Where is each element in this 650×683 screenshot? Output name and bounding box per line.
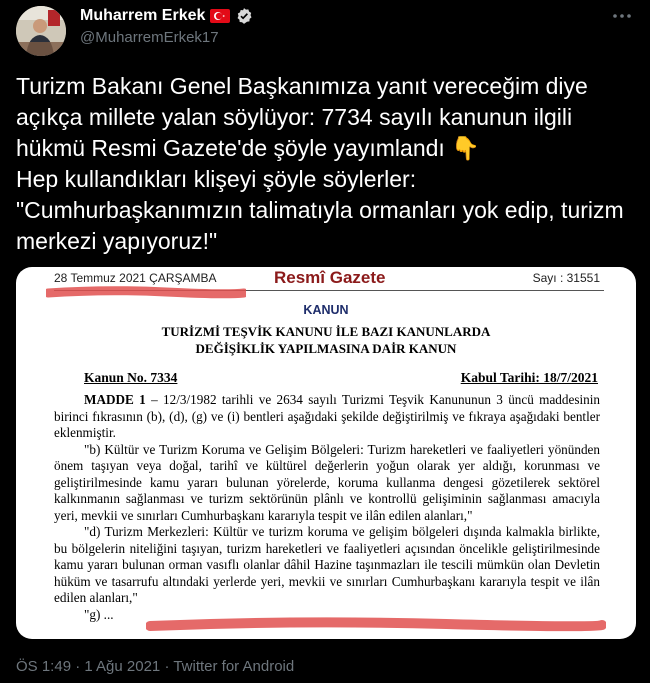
law-paragraph-text: – 12/3/1982 tarihli ve 2634 sayılı Turizmi Teşvik Kanununun 3 üncü maddesinin birinci fıkrasının (b), (d), (g) ve (i) bentleri aşağıdaki şekilde değiştirilmiş ve fıkraya aşağıdaki bentler eklenmiştir. bbox=[54, 392, 600, 440]
more-options-icon[interactable] bbox=[608, 2, 636, 30]
gazette-issue: Sayı : 31551 bbox=[532, 271, 600, 285]
author-name[interactable]: Muharrem Erkek bbox=[80, 7, 206, 24]
tweet-text-line: "Cumhurbaşkanımızın talimatıyla ormanları yok edip, turizm merkezi yapıyoruz!" bbox=[16, 197, 624, 254]
red-highlight-stroke bbox=[146, 614, 606, 634]
madde-label: MADDE 1 bbox=[84, 392, 146, 407]
red-highlight-stroke bbox=[46, 284, 246, 300]
law-paragraph: "b) Kültür ve Turizm Koruma ve Gelişim Bölgeleri: Turizm hareketleri ve faaliyetleri yönünden önem taşıyan veya doğal, tarihî ve kültürel değerlerin yoğun olarak yer aldığı, korunması ve geliştirilmesinde kamu yararı bulunan yörelerde, koruma kullanma dengesi gözetilerek sektörel kalkınmanın sağlanması ve turizm sektörünün plânlı ve kontrollü gelişiminin sağlanması amacıyla yeri, mevkii ve sınırları Cumhurbaşkanı kararıyla tespit ve ilân edilen alanları," bbox=[54, 441, 600, 523]
law-title-line: DEĞİŞİKLİK YAPILMASINA DAİR KANUN bbox=[195, 341, 457, 356]
tweet-text bbox=[16, 71, 636, 257]
author-name-row[interactable] bbox=[80, 6, 253, 26]
law-body bbox=[54, 392, 600, 623]
gazette-section: KANUN bbox=[303, 303, 349, 317]
acceptance-date: Kabul Tarihi: 18/7/2021 bbox=[460, 370, 598, 385]
law-number: Kanun No. 7334 bbox=[84, 370, 178, 385]
gazette-date: 28 Temmuz 2021 ÇARŞAMBA bbox=[54, 271, 217, 285]
law-paragraph: "g) ... bbox=[84, 606, 114, 622]
gazette-title: Resmî Gazete bbox=[274, 268, 386, 287]
tweet-text-line: Turizm Bakanı Genel Başkanımıza yanıt vereceğim diye açıkça millete yalan söylüyor: 7734 sayılı kanunun ilgili hükmü Resmi Gazete'de şöyle yayımlandı 👇 bbox=[16, 73, 588, 161]
law-title-line: TURİZMİ TEŞVİK KANUNU İLE BAZI KANUNLARDA bbox=[161, 324, 491, 339]
law-paragraph: "d) Turizm Merkezleri: Kültür ve turizm koruma ve gelişim bölgeleri dışında kalmakla birlikte, bu bölgelerin niteliğini taşıyan, turizm hareketleri ve faaliyetleri açısından öncelikle geliştirilmesinde kamu yararı bulunan orman vasıflı olanlar dâhil Hazine taşınmazları ile tescili mümkün olan Devletin hüküm ve tasarrufu altındaki yerlerde yeri, mevkii ve sınırları Cumhurbaşkanı kararıyla tespit ve ilân edilen alanları," bbox=[54, 524, 600, 605]
verified-badge-icon bbox=[235, 7, 253, 25]
tweet-text-line: Hep kullandıkları klişeyi şöyle söylerler: bbox=[16, 166, 417, 192]
tweet-footer[interactable]: ÖS 1:49 · 1 Ağu 2021 · Twitter for Android bbox=[16, 658, 295, 675]
author-handle[interactable]: @MuharremErkek17 bbox=[80, 29, 219, 46]
law-title bbox=[16, 323, 636, 357]
turkey-flag-icon bbox=[210, 9, 230, 23]
gazette-image[interactable] bbox=[16, 267, 636, 639]
avatar[interactable] bbox=[16, 6, 66, 56]
law-paragraph bbox=[54, 392, 600, 442]
